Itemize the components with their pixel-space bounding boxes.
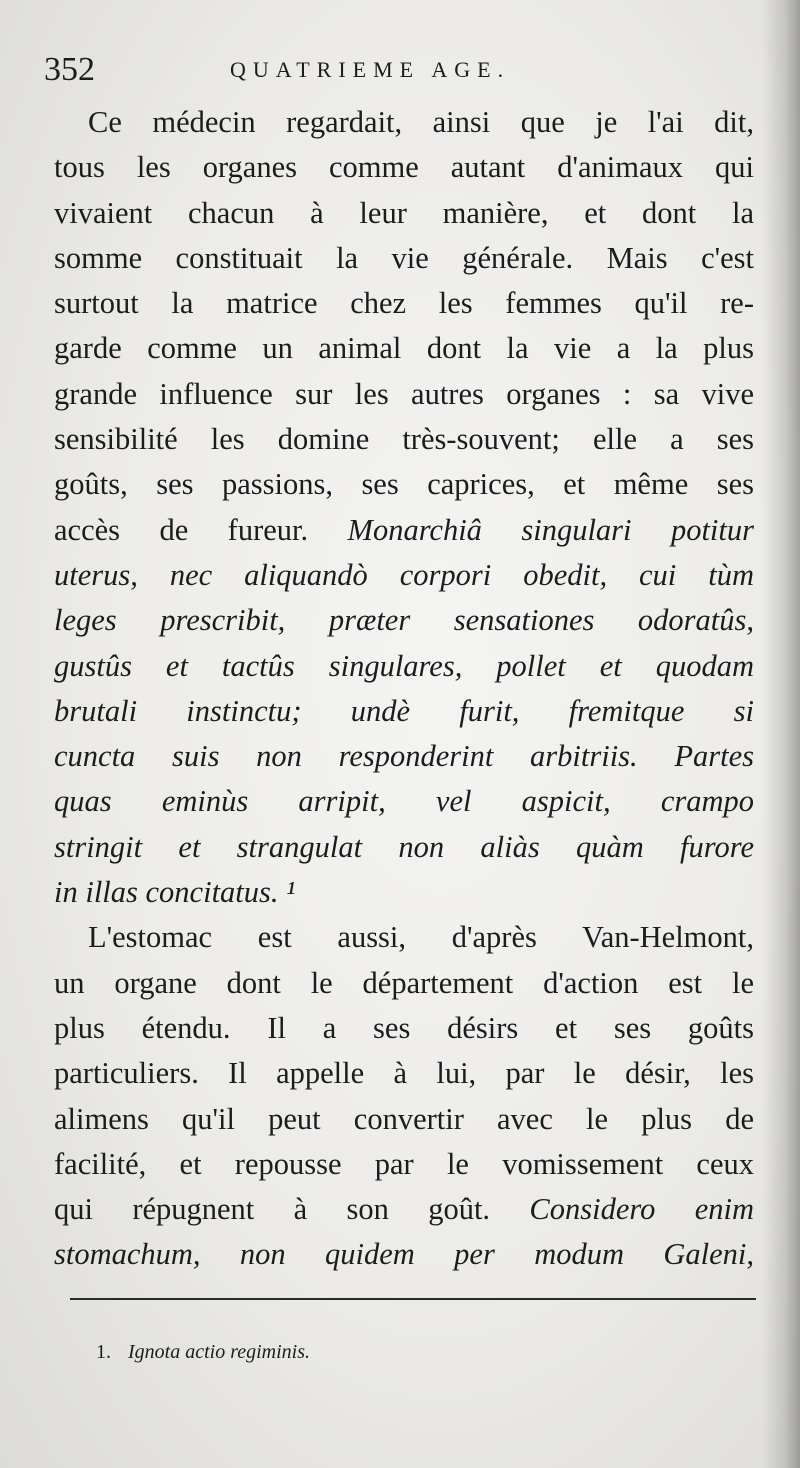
line-text: Ce médecin regardait, ainsi que je l'ai dit,	[88, 105, 754, 139]
text-line	[54, 779, 754, 824]
text-line	[54, 372, 754, 417]
line-text: quas eminùs arripit, vel aspicit, crampo	[54, 784, 754, 819]
text-line	[54, 961, 754, 1006]
footnote-rule	[70, 1298, 756, 1300]
line-text: facilité, et repousse par le vomissement ceux	[54, 1146, 754, 1181]
text-line	[54, 145, 754, 190]
text-line	[54, 825, 754, 870]
line-italic-text: Considero enim	[529, 1192, 754, 1227]
line-text: brutali instinctu; undè furit, fremitque si	[54, 693, 754, 728]
text-line	[54, 281, 754, 326]
text-line	[54, 1232, 754, 1277]
line-text: garde comme un animal dont la vie a la plus	[54, 331, 754, 366]
text-line	[54, 598, 754, 643]
footnote-text: Ignota actio regiminis.	[128, 1341, 311, 1363]
page-number: 352	[44, 51, 95, 88]
line-text: leges prescribit, præter sensationes odoratûs,	[54, 603, 754, 638]
line-text: goûts, ses passions, ses caprices, et même ses	[54, 467, 754, 502]
text-line	[54, 462, 754, 507]
line-text: grande influence sur les autres organes : sa vive	[54, 376, 754, 411]
body-text	[54, 100, 754, 1278]
text-line	[54, 417, 754, 462]
line-text: uterus, nec aliquandò corpori obedit, cui tùm	[54, 557, 754, 592]
text-line	[54, 644, 754, 689]
line-text: plus étendu. Il a ses désirs et ses goûts	[54, 1010, 754, 1045]
footnote	[96, 1338, 310, 1366]
text-line	[54, 1187, 754, 1232]
text-line	[54, 689, 754, 734]
footnote-marker: 1.	[96, 1341, 111, 1363]
text-line	[54, 191, 754, 236]
line-text: tous les organes comme autant d'animaux qui	[54, 150, 754, 185]
text-line	[54, 100, 754, 145]
running-head	[44, 48, 756, 92]
line-italic-text: Monarchiâ singulari potitur	[347, 512, 754, 547]
line-text: in illas concitatus. ¹	[54, 875, 296, 910]
running-title: QUATRIEME AGE.	[230, 57, 511, 82]
line-text: alimens qu'il peut convertir avec le plus de	[54, 1101, 754, 1136]
text-line	[54, 1051, 754, 1096]
text-line	[54, 236, 754, 281]
text-line	[54, 553, 754, 598]
text-line	[54, 915, 754, 960]
text-line	[54, 1097, 754, 1142]
text-line	[54, 870, 754, 915]
line-text: surtout la matrice chez les femmes qu'il re-	[54, 286, 754, 321]
line-text: qui répugnent à son goût.	[54, 1192, 530, 1227]
line-text: cuncta suis non responderint arbitriis. Partes	[54, 739, 754, 774]
text-line	[54, 326, 754, 371]
line-text: somme constituait la vie générale. Mais c'est	[54, 240, 754, 275]
text-line	[54, 508, 754, 553]
text-line	[54, 1142, 754, 1187]
line-text: sensibilité les domine très-souvent; elle a ses	[54, 422, 754, 457]
line-text: un organe dont le département d'action est le	[54, 965, 754, 1000]
line-text: gustûs et tactûs singulares, pollet et quodam	[54, 648, 754, 683]
line-text: L'estomac est aussi, d'après Van-Helmont,	[88, 920, 754, 955]
line-text: particuliers. Il appelle à lui, par le désir, les	[54, 1056, 754, 1091]
text-line	[54, 734, 754, 779]
line-text: vivaient chacun à leur manière, et dont la	[54, 195, 754, 230]
line-text: stringit et strangulat non aliàs quàm furore	[54, 829, 754, 864]
text-line	[54, 1006, 754, 1051]
line-text: accès de fureur.	[54, 512, 348, 547]
line-text: stomachum, non quidem per modum Galeni,	[54, 1237, 754, 1272]
